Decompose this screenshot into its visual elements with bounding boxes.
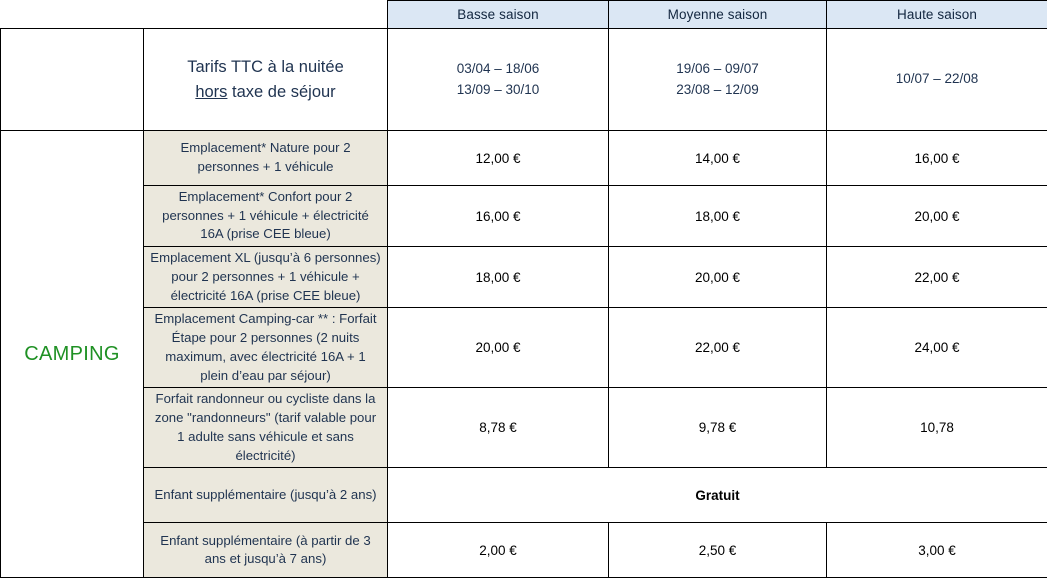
table-row <box>1 388 1047 468</box>
row-description: Enfant supplémentaire (jusqu’à 2 ans) <box>144 468 388 523</box>
header-corner-blank-2 <box>144 1 388 29</box>
tariff-title-row <box>1 29 1047 131</box>
title-row-category-blank <box>1 29 144 131</box>
season-dates-haute <box>827 29 1047 131</box>
price-basse: 8,78 € <box>388 388 609 468</box>
price-basse: 18,00 € <box>388 247 609 308</box>
price-basse: 16,00 € <box>388 186 609 247</box>
price-all-seasons-free: Gratuit <box>388 468 1047 523</box>
date-range: 03/04 – 18/06 <box>394 59 602 80</box>
price-haute: 3,00 € <box>827 523 1047 578</box>
table-row <box>1 523 1047 578</box>
tariff-title-line1: Tarifs TTC à la nuitée <box>187 58 344 76</box>
season-dates-moyenne <box>609 29 827 131</box>
season-header-basse: Basse saison <box>388 1 609 29</box>
category-label-camping: CAMPING <box>1 131 144 578</box>
page-title <box>144 29 388 131</box>
price-moyenne: 22,00 € <box>609 308 827 388</box>
table-row <box>1 131 1047 186</box>
price-haute: 24,00 € <box>827 308 1047 388</box>
date-range: 19/06 – 09/07 <box>615 59 820 80</box>
price-haute: 16,00 € <box>827 131 1047 186</box>
price-moyenne: 9,78 € <box>609 388 827 468</box>
header-corner-blank <box>1 1 144 29</box>
price-moyenne: 18,00 € <box>609 186 827 247</box>
date-range: 23/08 – 12/09 <box>615 80 820 101</box>
tariff-title-line2-rest: taxe de séjour <box>227 83 335 101</box>
tariff-title-underlined-word: hors <box>195 83 227 101</box>
table-row <box>1 308 1047 388</box>
date-range: 10/07 – 22/08 <box>833 69 1041 90</box>
price-moyenne: 20,00 € <box>609 247 827 308</box>
table-row <box>1 247 1047 308</box>
row-description: Emplacement Camping-car ** : Forfait Étape pour 2 personnes (2 nuits maximum, avec électricité 16A + 1 plein d’eau par séjour) <box>144 308 388 388</box>
price-basse: 2,00 € <box>388 523 609 578</box>
price-basse: 20,00 € <box>388 308 609 388</box>
date-range: 13/09 – 30/10 <box>394 80 602 101</box>
price-haute: 20,00 € <box>827 186 1047 247</box>
price-basse: 12,00 € <box>388 131 609 186</box>
season-dates-basse <box>388 29 609 131</box>
row-description: Enfant supplémentaire (à partir de 3 ans et jusqu’à 7 ans) <box>144 523 388 578</box>
season-header-moyenne: Moyenne saison <box>609 1 827 29</box>
price-moyenne: 2,50 € <box>609 523 827 578</box>
row-description: Forfait randonneur ou cycliste dans la zone "randonneurs" (tarif valable pour 1 adulte sans véhicule et sans électricité) <box>144 388 388 468</box>
price-moyenne: 14,00 € <box>609 131 827 186</box>
season-header-haute: Haute saison <box>827 1 1047 29</box>
row-description: Emplacement* Confort pour 2 personnes + 1 véhicule + électricité 16A (prise CEE bleue) <box>144 186 388 247</box>
price-haute: 22,00 € <box>827 247 1047 308</box>
row-description: Emplacement* Nature pour 2 personnes + 1 véhicule <box>144 131 388 186</box>
price-haute: 10,78 <box>827 388 1047 468</box>
table-row <box>1 468 1047 523</box>
table-header-row <box>1 1 1047 29</box>
row-description: Emplacement XL (jusqu’à 6 personnes) pour 2 personnes + 1 véhicule + électricité 16A (prise CEE bleue) <box>144 247 388 308</box>
table-row <box>1 186 1047 247</box>
